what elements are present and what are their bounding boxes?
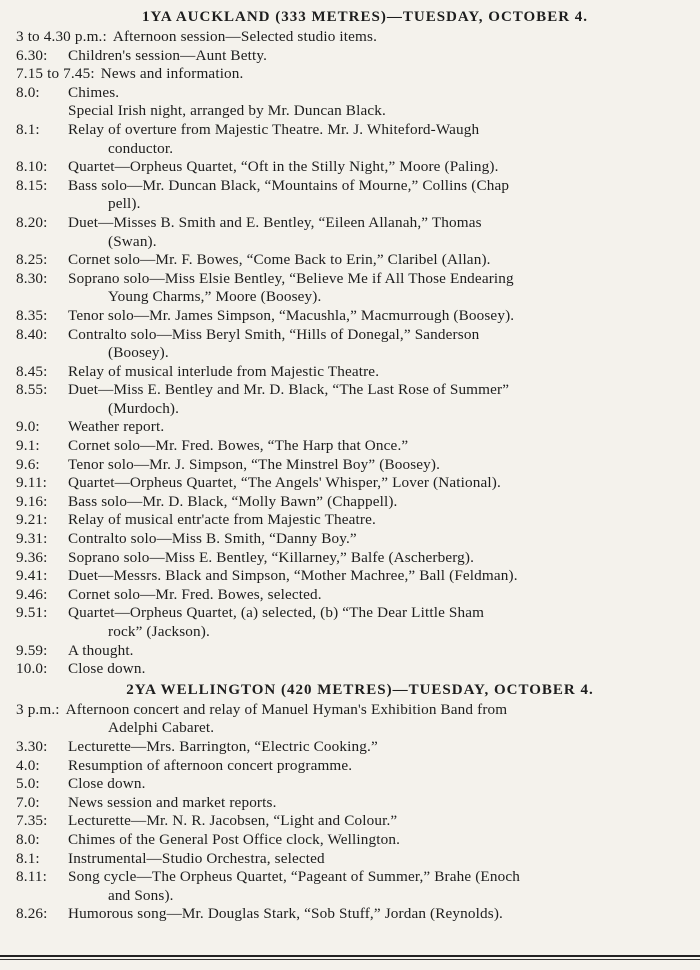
programme-entry bbox=[0, 567, 700, 586]
entry-text: Quartet—Orpheus Quartet, “The Angels' Whisper,” Lover (National). bbox=[68, 474, 501, 492]
entry-text: Children's session—Aunt Betty. bbox=[68, 46, 268, 64]
entry-time: 9.31: bbox=[16, 530, 48, 548]
entry-text: Lecturette—Mr. N. R. Jacobsen, “Light and Colour.” bbox=[68, 812, 398, 830]
programme-entry bbox=[0, 905, 700, 924]
entry-text: News session and market reports. bbox=[68, 793, 277, 811]
entry-continuation: (Swan). bbox=[108, 232, 157, 250]
programme-entry bbox=[0, 850, 700, 869]
entry-text: Duet—Misses B. Smith and E. Bentley, “Eileen Allanah,” Thomas bbox=[68, 213, 482, 231]
entry-text: Contralto solo—Miss Beryl Smith, “Hills of Donegal,” Sanderson bbox=[68, 325, 480, 343]
entry-time: 3.30: bbox=[16, 737, 48, 755]
entry-time: 8.1: bbox=[16, 120, 40, 138]
entry-text: Cornet solo—Mr. F. Bowes, “Come Back to Erin,” Claribel (Allan). bbox=[68, 251, 491, 269]
entry-text: Bass solo—Mr. D. Black, “Molly Bawn” (Chappell). bbox=[68, 492, 398, 510]
programme-entry bbox=[0, 65, 700, 84]
programme-entry bbox=[0, 307, 700, 326]
entry-time: 8.11: bbox=[16, 868, 47, 886]
programme-entry bbox=[0, 251, 700, 270]
entry-time: 8.45: bbox=[16, 362, 48, 380]
programme-entry bbox=[0, 586, 700, 605]
entry-time: 9.59: bbox=[16, 641, 48, 659]
entry-continuation: Adelphi Cabaret. bbox=[108, 719, 215, 737]
programme-entry bbox=[0, 418, 700, 437]
programme-entry bbox=[0, 738, 700, 757]
programme-entry bbox=[0, 530, 700, 549]
bottom-rule-thick bbox=[0, 955, 700, 957]
entry-text: Quartet—Orpheus Quartet, (a) selected, (b) “The Dear Little Sham bbox=[68, 604, 485, 622]
entry-text: Tenor solo—Mr. J. Simpson, “The Minstrel Boy” (Boosey). bbox=[68, 455, 441, 473]
entry-time: 8.26: bbox=[16, 905, 48, 923]
entry-text: Soprano solo—Miss E. Bentley, “Killarney,” Balfe (Ascherberg). bbox=[68, 548, 475, 566]
programme-entry bbox=[0, 158, 700, 177]
programme-entry bbox=[0, 511, 700, 530]
programme-entry bbox=[0, 775, 700, 794]
programme-entry bbox=[0, 831, 700, 850]
entry-continuation: pell). bbox=[108, 195, 141, 213]
programme-entry bbox=[0, 47, 700, 66]
wellington-heading: 2YA WELLINGTON (420 METRES)—TUESDAY, OCTOBER 4. bbox=[126, 681, 594, 698]
entry-time: 8.35: bbox=[16, 306, 48, 324]
entry-time: 9.51: bbox=[16, 604, 48, 622]
entry-time: 9.41: bbox=[16, 567, 48, 585]
entry-text: Duet—Miss E. Bentley and Mr. D. Black, “The Last Rose of Summer” bbox=[68, 381, 510, 399]
programme-entry bbox=[0, 270, 700, 289]
programme-entry bbox=[0, 604, 700, 623]
entry-time: 6.30: bbox=[16, 46, 48, 64]
entry-time: 9.6: bbox=[16, 455, 40, 473]
entry-time: 3 to 4.30 p.m.: bbox=[16, 28, 107, 45]
entry-time: 9.16: bbox=[16, 492, 48, 510]
entry-text: Chimes. bbox=[68, 83, 120, 101]
programme-entry bbox=[0, 868, 700, 887]
entry-continuation: Special Irish night, arranged by Mr. Duncan Black. bbox=[68, 102, 386, 120]
entry-text: Contralto solo—Miss B. Smith, “Danny Boy.” bbox=[68, 530, 357, 548]
entry-time: 8.30: bbox=[16, 269, 48, 287]
entry-continuation: (Murdoch). bbox=[108, 399, 180, 417]
entry-time: 8.10: bbox=[16, 158, 48, 176]
entry-time: 4.0: bbox=[16, 756, 40, 774]
entry-time: 7.15 to 7.45: bbox=[16, 65, 95, 83]
entry-text: A thought. bbox=[68, 641, 134, 659]
entry-text: Quartet—Orpheus Quartet, “Oft in the Stilly Night,” Moore (Paling). bbox=[68, 158, 499, 176]
entry-text: Lecturette—Mrs. Barrington, “Electric Cooking.” bbox=[68, 737, 378, 755]
programme-entry bbox=[0, 456, 700, 475]
entry-time: 10.0: bbox=[16, 660, 48, 678]
programme-entry bbox=[0, 660, 700, 679]
entry-time: 9.21: bbox=[16, 511, 48, 529]
entry-text: Relay of overture from Majestic Theatre. Mr. J. Whiteford-Waugh bbox=[68, 120, 480, 138]
programme-entry bbox=[0, 121, 700, 140]
entry-time: 8.0: bbox=[16, 83, 40, 101]
entry-text: Song cycle—The Orpheus Quartet, “Pageant of Summer,” Brahe (Enoch bbox=[68, 868, 520, 886]
entry-text: Instrumental—Studio Orchestra, selected bbox=[68, 849, 325, 867]
programme-entry bbox=[0, 812, 700, 831]
entry-time: 9.1: bbox=[16, 437, 40, 455]
entry-continuation: and Sons). bbox=[108, 886, 174, 904]
entry-text: Humorous song—Mr. Douglas Stark, “Sob Stuff,” Jordan (Reynolds). bbox=[68, 905, 503, 923]
entry-text: Close down. bbox=[68, 660, 146, 678]
entry-time: 8.55: bbox=[16, 381, 48, 399]
programme-entry bbox=[0, 757, 700, 776]
entry-continuation: Young Charms,” Moore (Boosey). bbox=[108, 288, 322, 306]
auckland-programme bbox=[0, 28, 700, 679]
programme-entry bbox=[0, 493, 700, 512]
programme-entry bbox=[0, 84, 700, 103]
entry-text: Soprano solo—Miss Elsie Bentley, “Believe Me if All Those Endearing bbox=[68, 269, 514, 287]
entry-text: Relay of musical interlude from Majestic Theatre. bbox=[68, 362, 380, 380]
programme-entry bbox=[0, 549, 700, 568]
entry-time: 8.20: bbox=[16, 213, 48, 231]
wellington-programme bbox=[0, 701, 700, 924]
entry-time: 9.11: bbox=[16, 474, 47, 492]
programme-entry bbox=[0, 794, 700, 813]
entry-text: Afternoon concert and relay of Manuel Hyman's Exhibition Band from bbox=[65, 700, 508, 718]
entry-time: 5.0: bbox=[16, 775, 40, 793]
programme-entry bbox=[0, 701, 700, 720]
entry-text: Chimes of the General Post Office clock, Wellington. bbox=[68, 830, 401, 848]
entry-time: 8.1: bbox=[16, 849, 40, 867]
programme-entry bbox=[0, 363, 700, 382]
entry-text: Tenor solo—Mr. James Simpson, “Macushla,” Macmurrough (Boosey). bbox=[68, 306, 515, 324]
programme-entry bbox=[0, 474, 700, 493]
entry-text: News and information. bbox=[100, 65, 244, 83]
entry-text: Bass solo—Mr. Duncan Black, “Mountains of Mourne,” Collins (Chap bbox=[68, 176, 510, 194]
entry-time: 8.25: bbox=[16, 251, 48, 269]
programme-entry bbox=[0, 28, 700, 47]
entry-time: 8.15: bbox=[16, 176, 48, 194]
entry-text: Close down. bbox=[68, 775, 146, 793]
entry-time: 8.0: bbox=[16, 830, 40, 848]
entry-time: 9.46: bbox=[16, 585, 48, 603]
programme-entry bbox=[0, 214, 700, 233]
entry-time: 7.35: bbox=[16, 812, 48, 830]
entry-continuation: conductor. bbox=[108, 139, 174, 157]
entry-text: Weather report. bbox=[68, 418, 165, 436]
entry-time: 8.40: bbox=[16, 325, 48, 343]
entry-text: Afternoon session—Selected studio items. bbox=[112, 28, 378, 45]
programme-entry bbox=[0, 642, 700, 661]
programme-entry bbox=[0, 437, 700, 456]
bottom-rule-thin bbox=[0, 959, 700, 960]
entry-time: 3 p.m.: bbox=[16, 700, 60, 718]
entry-continuation: rock” (Jackson). bbox=[108, 623, 210, 640]
programme-entry bbox=[0, 381, 700, 400]
entry-text: Duet—Messrs. Black and Simpson, “Mother Machree,” Ball (Feldman). bbox=[68, 567, 518, 585]
programme-entry bbox=[0, 177, 700, 196]
programme-entry bbox=[0, 326, 700, 345]
entry-text: Cornet solo—Mr. Fred. Bowes, “The Harp that Once.” bbox=[68, 437, 409, 455]
entry-time: 7.0: bbox=[16, 793, 40, 811]
entry-text: Cornet solo—Mr. Fred. Bowes, selected. bbox=[68, 585, 322, 603]
entry-text: Relay of musical entr'acte from Majestic Theatre. bbox=[68, 511, 376, 529]
entry-time: 9.0: bbox=[16, 418, 40, 436]
entry-text: Resumption of afternoon concert programme. bbox=[68, 756, 353, 774]
auckland-heading: 1YA AUCKLAND (333 METRES)—TUESDAY, OCTOBER 4. bbox=[141, 9, 589, 25]
entry-continuation: (Boosey). bbox=[108, 344, 169, 362]
entry-time: 9.36: bbox=[16, 548, 48, 566]
